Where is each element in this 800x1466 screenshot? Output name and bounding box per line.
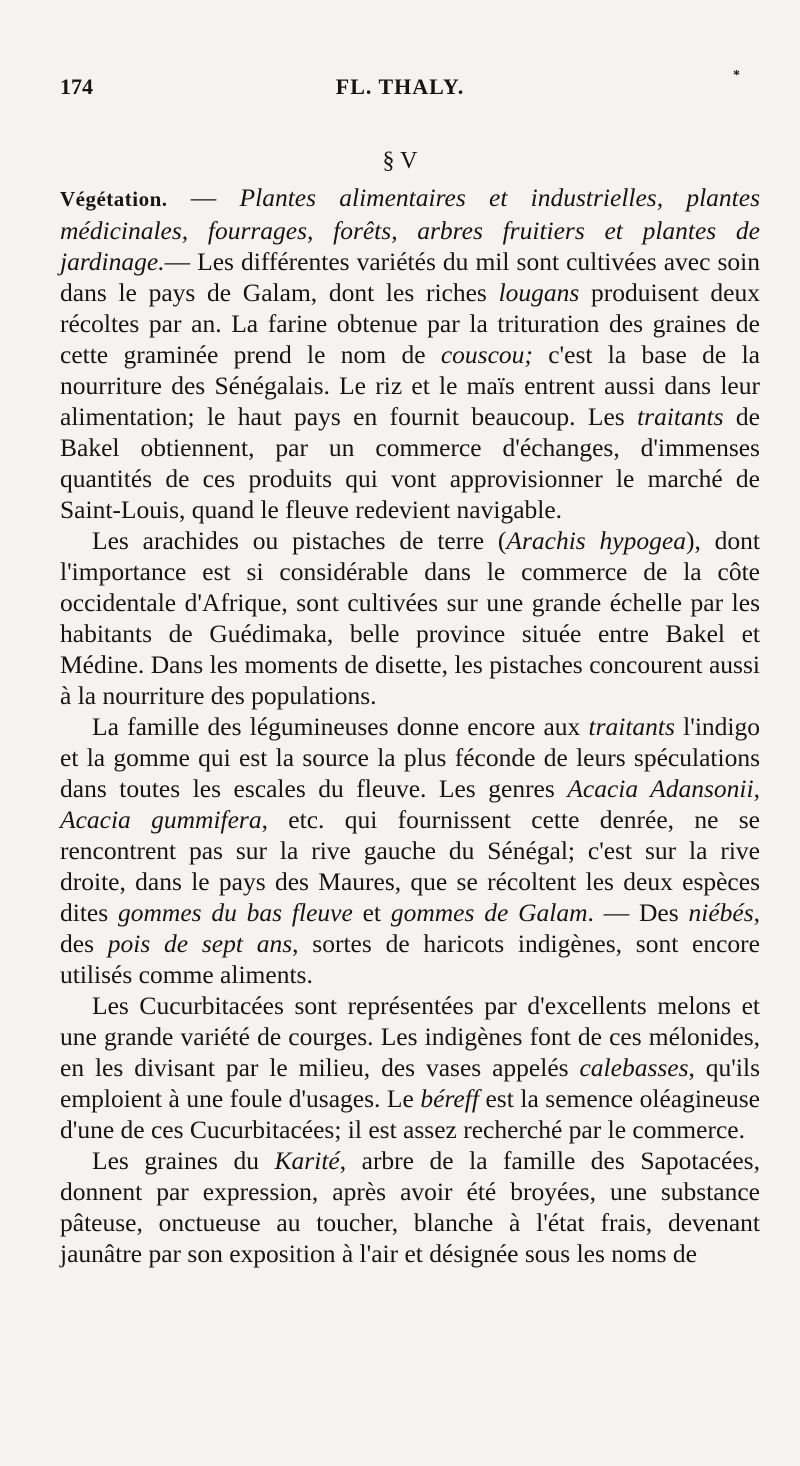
italic-run: traitants	[588, 712, 675, 741]
italic-run: Karité	[274, 1146, 340, 1175]
text-run: . — Des	[587, 898, 689, 927]
print-mark: *	[733, 68, 740, 83]
text-run: ,	[753, 774, 760, 803]
lead-word: Végétation.	[60, 187, 168, 211]
text-run: — Les différentes variétés du mil sont cultivées avec soin dans le pays de Galam, dont les riches	[60, 247, 760, 307]
italic-run: lougans	[498, 278, 580, 307]
text-run: , arbre de la famille des Sapotacées, donnent par expression, après avoir été broyées, une substance pâteuse, onctueuse au toucher, blanche à l'état frais, devenant jaunâtre par son exposition à l'air et désignée sous les noms de	[60, 1146, 760, 1268]
italic-run: calebasses	[579, 1053, 689, 1082]
italic-run: Acacia Adansonii	[567, 774, 754, 803]
paragraph	[60, 1145, 760, 1269]
text-run: c'est la base de la nourriture des Sénégalais. Le riz et le maïs entrent aussi dans leur alimentation; le haut pays en fournit beaucoup. Les	[60, 340, 760, 431]
text-run: ), dont l'importance est si considérable dans le commerce de la côte occidentale d'Afrique, sont cultivées sur une grande échelle par les habitants de Guédimaka, belle province située entre Bakel et Médine. Dans les moments de disette, les pistaches concourent aussi à la nourriture des populations.	[60, 526, 760, 710]
italic-run: béreff	[420, 1084, 479, 1113]
text-run: produisent deux récoltes par an. La farine obtenue par la trituration des graines de cette graminée prend le nom de	[60, 278, 760, 369]
italic-run: Arachis hypogea	[506, 526, 686, 555]
italic-run: Plantes alimentaires et industrielles, plantes médicinales, fourrages, forêts, arbres fruitiers et plantes de jardinage.	[60, 183, 760, 276]
text-run: , des	[60, 898, 761, 958]
text-run: , qu'ils emploient à une foule d'usages. Le	[60, 1053, 760, 1113]
italic-run: Acacia gummifera	[60, 805, 262, 834]
text-run: , etc. qui fournissent cette denrée, ne se rencontrent pas sur la rive gauche du Sénégal; c'est sur la rive droite, dans le pays des Maures, que se récoltent les deux espèces dites	[60, 805, 760, 927]
paragraph	[60, 182, 760, 525]
running-title: FL. THALY.	[335, 74, 465, 99]
text-run: Les arachides ou pistaches de terre (	[92, 526, 507, 555]
text-run: l'indigo et la gomme qui est la source la plus féconde de leurs spéculations dans toutes les escales du fleuve. Les genres	[60, 712, 760, 803]
italic-run: traitants	[637, 402, 724, 431]
page-number: 174	[60, 74, 93, 99]
section-heading: § V	[382, 148, 418, 174]
paragraph	[60, 711, 760, 990]
text-run: Les graines du	[92, 1146, 275, 1175]
text-run: et	[352, 898, 391, 927]
italic-run: gommes du bas fleuve	[117, 898, 353, 927]
italic-run: gommes de Galam	[390, 898, 588, 927]
text-run: , sortes de haricots indigènes, sont encore utilisés comme aliments.	[60, 929, 760, 989]
text-run: de Bakel obtiennent, par un commerce d'échanges, d'immenses quantités de ces produits qui vont approvisionner le marché de Saint-Louis, quand le fleuve redevient navigable.	[60, 402, 760, 524]
paragraph	[60, 525, 760, 711]
text-run: est la semence oléagineuse d'une de ces Cucurbitacées; il est assez recherché par le commerce.	[60, 1084, 760, 1144]
text-run: Les Cucurbitacées sont représentées par d'excellents melons et une grande variété de courges. Les indigènes font de ces mélonides, en les divisant par le milieu, des vases appelés	[60, 991, 760, 1082]
text-run: —	[167, 183, 240, 212]
italic-run: couscou;	[440, 340, 533, 369]
italic-run: pois de sept ans	[107, 929, 293, 958]
text-run: La famille des légumineuses donne encore aux	[92, 712, 589, 741]
running-header	[60, 68, 740, 104]
italic-run: niébés	[688, 898, 754, 927]
body-text	[60, 182, 760, 1269]
paragraph	[60, 990, 760, 1145]
